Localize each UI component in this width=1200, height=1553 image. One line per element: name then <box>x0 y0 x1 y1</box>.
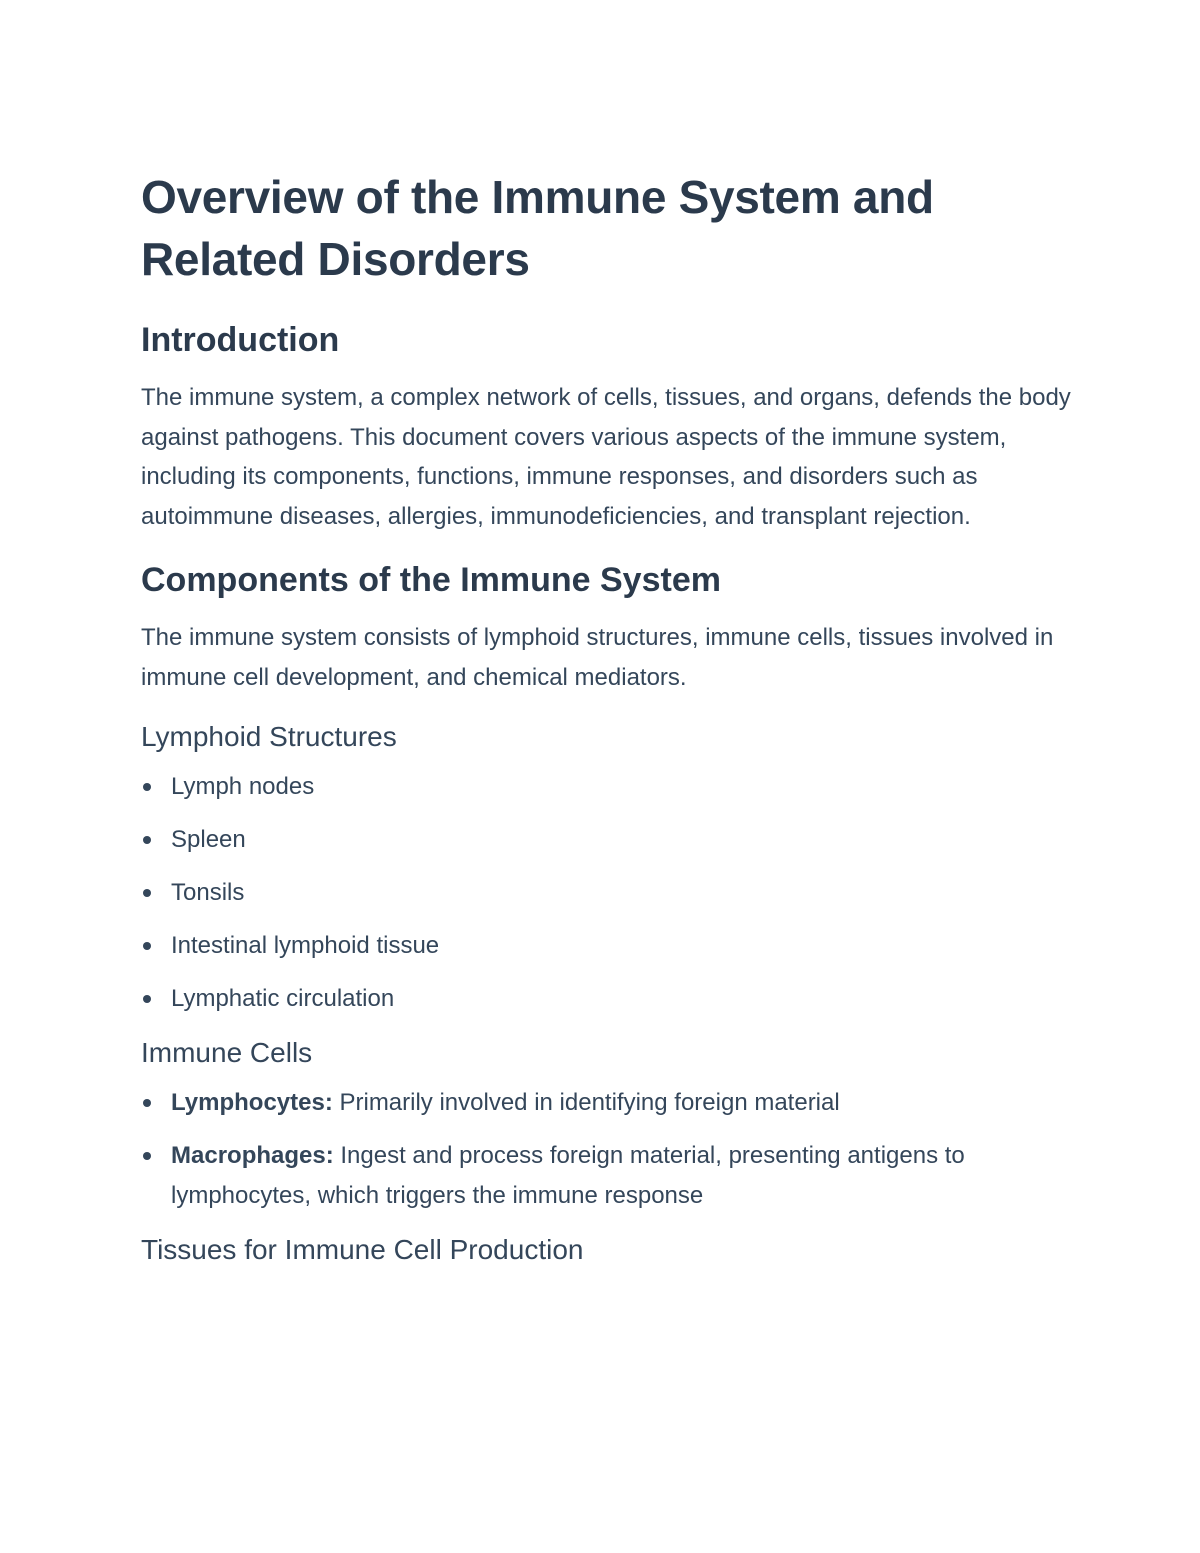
bullet-icon <box>143 783 151 791</box>
bullet-icon <box>143 1152 151 1160</box>
list-item <box>141 767 1071 807</box>
document-title: Overview of the Immune System and Related Disorders <box>141 171 934 285</box>
components-paragraph: The immune system consists of lymphoid structures, immune cells, tissues involved in immune cell development, and chemical mediators. <box>141 624 1054 691</box>
list-item <box>141 926 1071 966</box>
list-item-text: Primarily involved in identifying foreign material <box>332 1089 840 1116</box>
immune-cells-heading: Immune Cells <box>141 1037 313 1068</box>
list-item <box>141 820 1071 860</box>
bullet-icon <box>143 942 151 950</box>
list-item-text: Spleen <box>171 826 246 853</box>
bullet-icon <box>143 836 151 844</box>
list-item-text: Lymph nodes <box>171 773 315 800</box>
components-heading: Components of the Immune System <box>141 561 721 599</box>
list-item <box>141 1136 1071 1216</box>
list-item-text: Intestinal lymphoid tissue <box>171 932 440 959</box>
list-item <box>141 1083 1071 1123</box>
introduction-paragraph: The immune system, a complex network of cells, tissues, and organs, defends the body against pathogens. This document covers various aspects of the immune system, including its components, functions, immune responses, and disorders such as autoimmune diseases, allergies, immunodeficiencies, and transplant rejection. <box>141 384 1071 530</box>
list-item-text: Tonsils <box>171 879 245 906</box>
lymphoid-structures-list <box>141 767 1071 1019</box>
bullet-icon <box>143 1099 151 1107</box>
tissues-heading: Tissues for Immune Cell Production <box>141 1234 584 1265</box>
list-item-term: Macrophages: <box>171 1142 334 1169</box>
introduction-heading: Introduction <box>141 321 340 359</box>
list-item-text: Ingest and process foreign material, presenting antigens to lymphocytes, which triggers the immune response <box>171 1142 965 1209</box>
lymphoid-structures-heading: Lymphoid Structures <box>141 721 397 752</box>
list-item-text: Lymphatic circulation <box>171 985 395 1012</box>
list-item <box>141 873 1071 913</box>
list-item-term: Lymphocytes: <box>171 1089 333 1116</box>
list-item <box>141 979 1071 1019</box>
document-page <box>141 166 1071 1280</box>
bullet-icon <box>143 995 151 1003</box>
immune-cells-list <box>141 1083 1071 1216</box>
bullet-icon <box>143 889 151 897</box>
